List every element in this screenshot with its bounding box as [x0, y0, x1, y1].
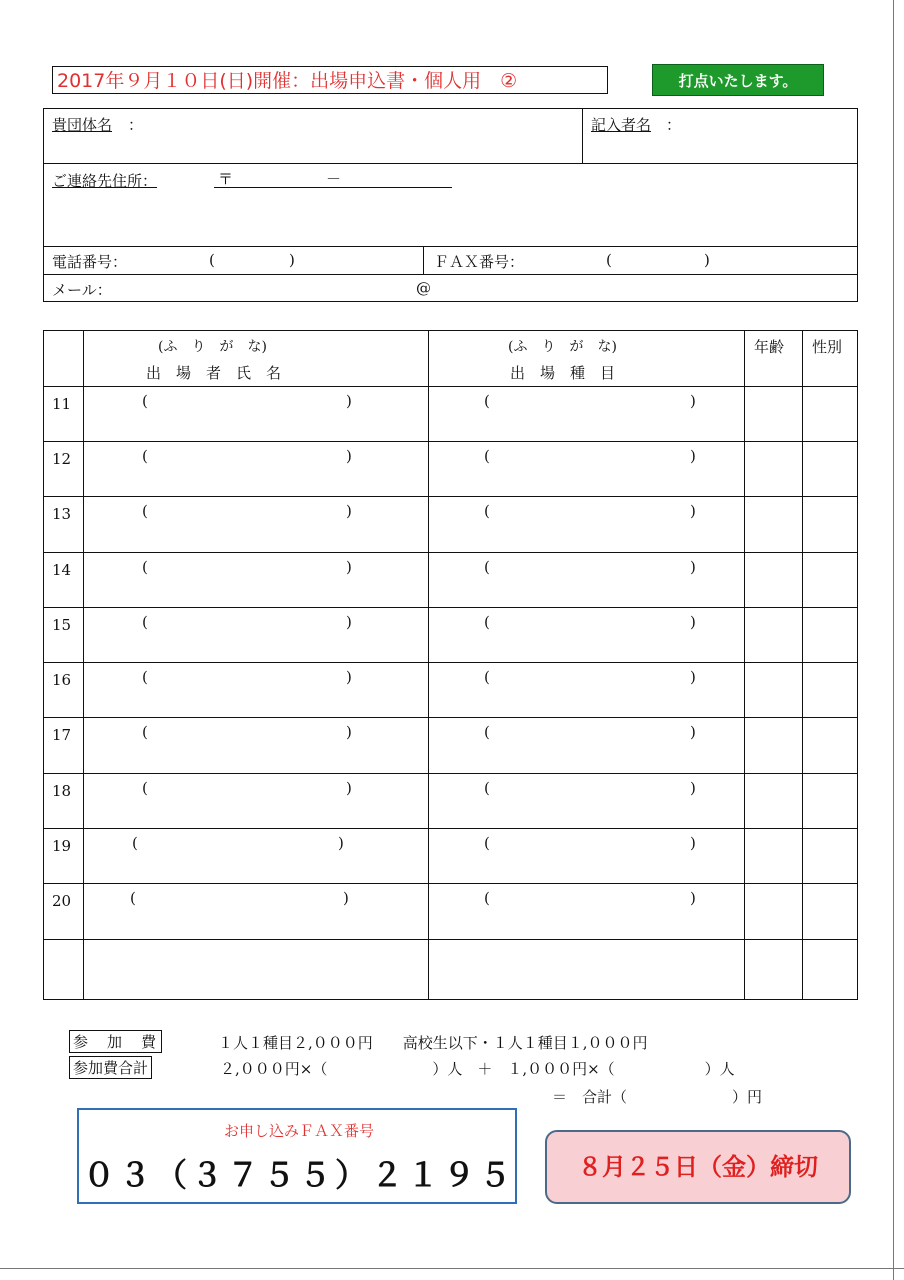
event-field[interactable] — [434, 777, 738, 823]
name-paren-open: ( — [142, 613, 148, 631]
fax-paren-close: ) — [704, 251, 710, 269]
row-divider — [43, 717, 858, 718]
phone-paren-close: ) — [289, 251, 295, 269]
mail-at: @ — [416, 279, 431, 297]
fee-total-label: 参加費合計 — [69, 1056, 152, 1079]
event-paren-close: ) — [690, 723, 696, 741]
event-paren-close: ) — [690, 558, 696, 576]
event-paren-close: ) — [690, 889, 696, 907]
fax-label: ＦＡＸ番号： — [434, 253, 525, 271]
age-field[interactable] — [748, 445, 798, 491]
mail-label: メール： — [52, 281, 112, 299]
group-name-label: 貴団体名 — [52, 116, 113, 134]
participant-name-field[interactable] — [90, 777, 422, 823]
row-number: 18 — [52, 782, 72, 800]
event-paren-open: ( — [484, 558, 490, 576]
name-paren-open: ( — [142, 558, 148, 576]
name-paren-close: ) — [346, 668, 352, 686]
row-divider — [43, 552, 858, 553]
event-field[interactable] — [434, 666, 738, 712]
row-divider — [43, 386, 858, 387]
row-divider — [43, 883, 858, 884]
row-number: 13 — [52, 505, 72, 523]
sex-field[interactable] — [806, 721, 854, 767]
sex-field[interactable] — [806, 500, 854, 546]
participant-name-field[interactable] — [90, 832, 422, 878]
participant-name-field[interactable] — [90, 611, 422, 657]
age-field[interactable] — [748, 721, 798, 767]
participant-name-field[interactable] — [90, 445, 422, 491]
event-paren-open: ( — [484, 723, 490, 741]
row-number: 12 — [52, 450, 72, 468]
fax-paren-open: ( — [606, 251, 612, 269]
event-paren-close: ) — [690, 502, 696, 520]
event-paren-open: ( — [484, 779, 490, 797]
name-paren-close: ) — [338, 834, 344, 852]
name-paren-open: ( — [130, 889, 136, 907]
fax-number-label: お申し込みＦＡＸ番号 — [223, 1122, 374, 1140]
page-bottom-edge — [0, 1268, 904, 1269]
age-field[interactable] — [748, 666, 798, 712]
form-title: 2017年９月１０日(日)開催：出場申込書・個人用 ② — [52, 66, 608, 94]
fax-number: ０３（３７５５）２１９５ — [82, 1156, 515, 1194]
event-paren-close: ) — [690, 447, 696, 465]
row-number: 14 — [52, 561, 72, 579]
sex-header: 性別 — [812, 338, 843, 356]
fax-field[interactable] — [540, 249, 850, 273]
event-header: 出 場 種 目 — [510, 364, 616, 382]
fee-label: 参 加 費 — [69, 1030, 162, 1053]
event-field[interactable] — [434, 887, 738, 933]
fax-number-box — [77, 1108, 517, 1204]
row-divider — [43, 441, 858, 442]
mail-field[interactable] — [130, 277, 850, 300]
event-paren-close: ) — [690, 613, 696, 631]
row-divider — [43, 828, 858, 829]
event-field[interactable] — [434, 832, 738, 878]
name-paren-close: ) — [346, 613, 352, 631]
name-paren-open: ( — [142, 502, 148, 520]
event-paren-open: ( — [484, 447, 490, 465]
fee-total-line2: ＝ 合計（ ）円 — [552, 1088, 763, 1106]
event-paren-open: ( — [484, 502, 490, 520]
participant-name-field[interactable] — [90, 500, 422, 546]
event-paren-open: ( — [484, 668, 490, 686]
name-paren-open: ( — [142, 723, 148, 741]
address-label: ご連絡先住所： — [52, 172, 158, 190]
age-field[interactable] — [748, 832, 798, 878]
writer-name-field[interactable] — [690, 112, 850, 152]
writer-name-label: 記入者名 — [591, 116, 652, 134]
participant-name-field[interactable] — [90, 556, 422, 602]
phone-paren-open: ( — [209, 251, 215, 269]
sex-field[interactable] — [806, 445, 854, 491]
event-paren-close: ) — [690, 779, 696, 797]
event-furigana-header: (ふ り が な) — [508, 339, 617, 355]
phone-field[interactable] — [140, 249, 415, 273]
fee-total-line1: ２,０００円×（ ）人 ＋ １,０００円×（ ）人 — [220, 1060, 735, 1078]
age-header: 年齢 — [754, 338, 785, 356]
age-field[interactable] — [748, 887, 798, 933]
participant-name-field[interactable] — [90, 390, 422, 436]
postal-dash: － — [326, 170, 342, 188]
event-paren-close: ) — [690, 392, 696, 410]
name-paren-close: ) — [346, 447, 352, 465]
name-paren-open: ( — [142, 447, 148, 465]
sex-field[interactable] — [806, 666, 854, 712]
deadline-badge: ８月２５日（金）締切 — [545, 1130, 851, 1204]
participant-name-field[interactable] — [90, 887, 422, 933]
sex-field[interactable] — [806, 832, 854, 878]
event-paren-open: ( — [484, 392, 490, 410]
row-divider — [43, 939, 858, 940]
name-paren-open: ( — [142, 668, 148, 686]
sex-field[interactable] — [806, 556, 854, 602]
name-paren-close: ) — [346, 392, 352, 410]
age-field[interactable] — [748, 390, 798, 436]
scoring-badge: 打点いたします。 — [652, 64, 824, 96]
row-number: 19 — [52, 837, 72, 855]
name-paren-close: ) — [346, 779, 352, 797]
event-field[interactable] — [434, 611, 738, 657]
row-divider — [43, 607, 858, 608]
row-divider — [43, 662, 858, 663]
event-field[interactable] — [434, 390, 738, 436]
name-paren-close: ) — [346, 723, 352, 741]
event-paren-open: ( — [484, 889, 490, 907]
row-number: 15 — [52, 616, 72, 634]
event-paren-close: ) — [690, 668, 696, 686]
row-number: 17 — [52, 726, 72, 744]
phone-label: 電話番号： — [52, 253, 128, 271]
name-furigana-header: (ふ り が な) — [158, 339, 267, 355]
name-paren-close: ) — [346, 558, 352, 576]
row-divider — [43, 773, 858, 774]
row-number: 20 — [52, 892, 72, 910]
address-field[interactable] — [52, 192, 850, 240]
age-field[interactable] — [748, 500, 798, 546]
participant-name-field[interactable] — [90, 721, 422, 767]
event-paren-open: ( — [484, 834, 490, 852]
event-paren-close: ) — [690, 834, 696, 852]
row-divider — [43, 496, 858, 497]
row-number: 11 — [52, 395, 72, 413]
row-number: 16 — [52, 671, 72, 689]
name-paren-open: ( — [142, 392, 148, 410]
participant-name-field[interactable] — [90, 666, 422, 712]
fee-text: １人１種目２,０００円 高校生以下・１人１種目１,０００円 — [218, 1034, 648, 1052]
writer-name-colon: ： — [666, 116, 682, 134]
sex-field[interactable] — [806, 777, 854, 823]
age-field[interactable] — [748, 556, 798, 602]
group-name-field[interactable] — [150, 112, 570, 152]
name-paren-open: ( — [132, 834, 138, 852]
page-right-edge — [893, 0, 894, 1280]
sex-field[interactable] — [806, 887, 854, 933]
sex-field[interactable] — [806, 390, 854, 436]
name-paren-close: ) — [343, 889, 349, 907]
event-field[interactable] — [434, 556, 738, 602]
group-name-colon: ： — [128, 116, 144, 134]
age-field[interactable] — [748, 777, 798, 823]
event-field[interactable] — [434, 500, 738, 546]
name-paren-open: ( — [142, 779, 148, 797]
postal-mark: 〒 — [218, 170, 234, 188]
event-field[interactable] — [434, 721, 738, 767]
name-paren-close: ) — [346, 502, 352, 520]
event-paren-open: ( — [484, 613, 490, 631]
sex-field[interactable] — [806, 611, 854, 657]
age-field[interactable] — [748, 611, 798, 657]
event-field[interactable] — [434, 445, 738, 491]
name-header: 出 場 者 氏 名 — [146, 364, 282, 382]
